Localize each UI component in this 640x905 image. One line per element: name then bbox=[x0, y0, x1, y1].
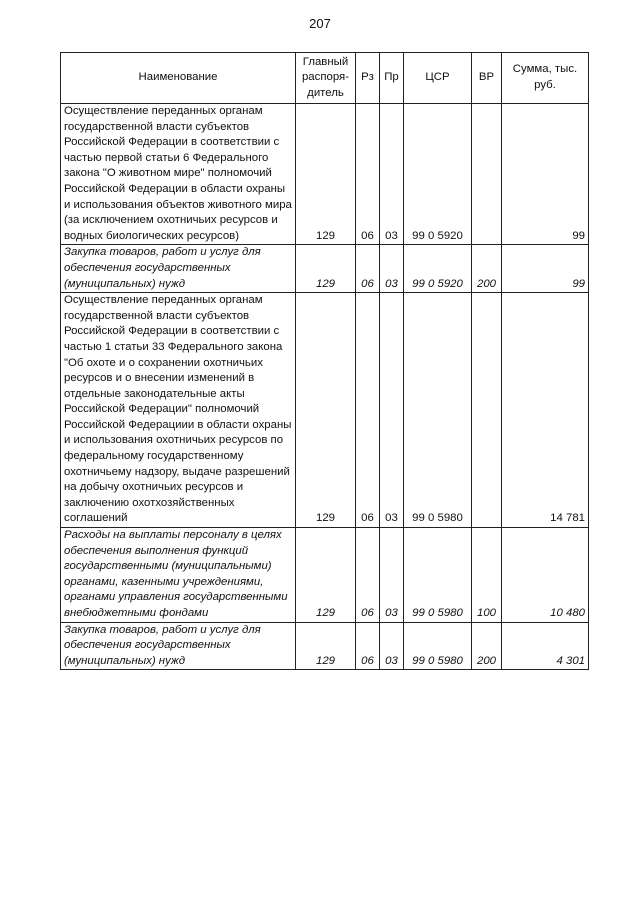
header-vr: ВР bbox=[472, 53, 502, 104]
row-main-manager: 129 bbox=[296, 245, 356, 293]
row-rz: 06 bbox=[356, 245, 380, 293]
row-pr: 03 bbox=[380, 245, 404, 293]
row-sum: 99 bbox=[502, 245, 589, 293]
row-pr: 03 bbox=[380, 622, 404, 670]
header-main-manager: Главный распоря-дитель bbox=[296, 53, 356, 104]
row-rz: 06 bbox=[356, 622, 380, 670]
row-sum: 10 480 bbox=[502, 528, 589, 623]
header-csr: ЦСР bbox=[404, 53, 472, 104]
row-rz: 06 bbox=[356, 528, 380, 623]
row-name: Осуществление переданных органам государственной власти субъектов Российской Федерации в соответствии с частью 1 статьи 33 Федерального закона "Об охоте и о сохранении охотничьих ресурсов и о внесении изменений в отдельные законодательные акты Российской Федерации" полномочий Российской Федерациии в области охраны и использования охотничьих ресурсов по федеральному государственному охотничьему надзору, выдаче разрешений на добычу охотничьих ресурсов и заключению охотхозяйственных соглашений bbox=[61, 293, 296, 528]
row-pr: 03 bbox=[380, 104, 404, 245]
row-sum: 14 781 bbox=[502, 293, 589, 528]
row-name: Осуществление переданных органам государственной власти субъектов Российской Федерации в соответствии с частью первой статьи 6 Федерального закона "О животном мире" полномочий Российской Федерации в области охраны и использования объектов животного мира (за исключением охотничьих ресурсов и водных биологических ресурсов) bbox=[61, 104, 296, 245]
table-row bbox=[61, 293, 589, 528]
row-main-manager: 129 bbox=[296, 104, 356, 245]
table-row bbox=[61, 622, 589, 670]
row-csr: 99 0 5980 bbox=[404, 528, 472, 623]
row-vr bbox=[472, 104, 502, 245]
row-pr: 03 bbox=[380, 293, 404, 528]
row-name: Расходы на выплаты персоналу в целях обеспечения выполнения функций государственными (муниципальными) органами, казенными учреждениями, органами управления государственными внебюджетными фондами bbox=[61, 528, 296, 623]
row-rz: 06 bbox=[356, 104, 380, 245]
row-main-manager: 129 bbox=[296, 622, 356, 670]
row-csr: 99 0 5980 bbox=[404, 293, 472, 528]
header-rz: Рз bbox=[356, 53, 380, 104]
row-main-manager: 129 bbox=[296, 293, 356, 528]
budget-table bbox=[60, 52, 589, 670]
header-sum: Сумма, тыс. руб. bbox=[502, 53, 589, 104]
row-vr bbox=[472, 293, 502, 528]
table-row bbox=[61, 245, 589, 293]
row-csr: 99 0 5920 bbox=[404, 104, 472, 245]
row-vr: 100 bbox=[472, 528, 502, 623]
header-pr: Пр bbox=[380, 53, 404, 104]
row-name: Закупка товаров, работ и услуг для обеспечения государственных (муниципальных) нужд bbox=[61, 245, 296, 293]
row-name: Закупка товаров, работ и услуг для обеспечения государственных (муниципальных) нужд bbox=[61, 622, 296, 670]
row-csr: 99 0 5920 bbox=[404, 245, 472, 293]
row-pr: 03 bbox=[380, 528, 404, 623]
row-sum: 4 301 bbox=[502, 622, 589, 670]
row-rz: 06 bbox=[356, 293, 380, 528]
row-vr: 200 bbox=[472, 622, 502, 670]
row-csr: 99 0 5980 bbox=[404, 622, 472, 670]
row-vr: 200 bbox=[472, 245, 502, 293]
row-sum: 99 bbox=[502, 104, 589, 245]
table-row bbox=[61, 528, 589, 623]
row-main-manager: 129 bbox=[296, 528, 356, 623]
header-name: Наименование bbox=[61, 53, 296, 104]
table-header-row bbox=[61, 53, 589, 104]
page-number: 207 bbox=[309, 16, 331, 31]
table-row bbox=[61, 104, 589, 245]
